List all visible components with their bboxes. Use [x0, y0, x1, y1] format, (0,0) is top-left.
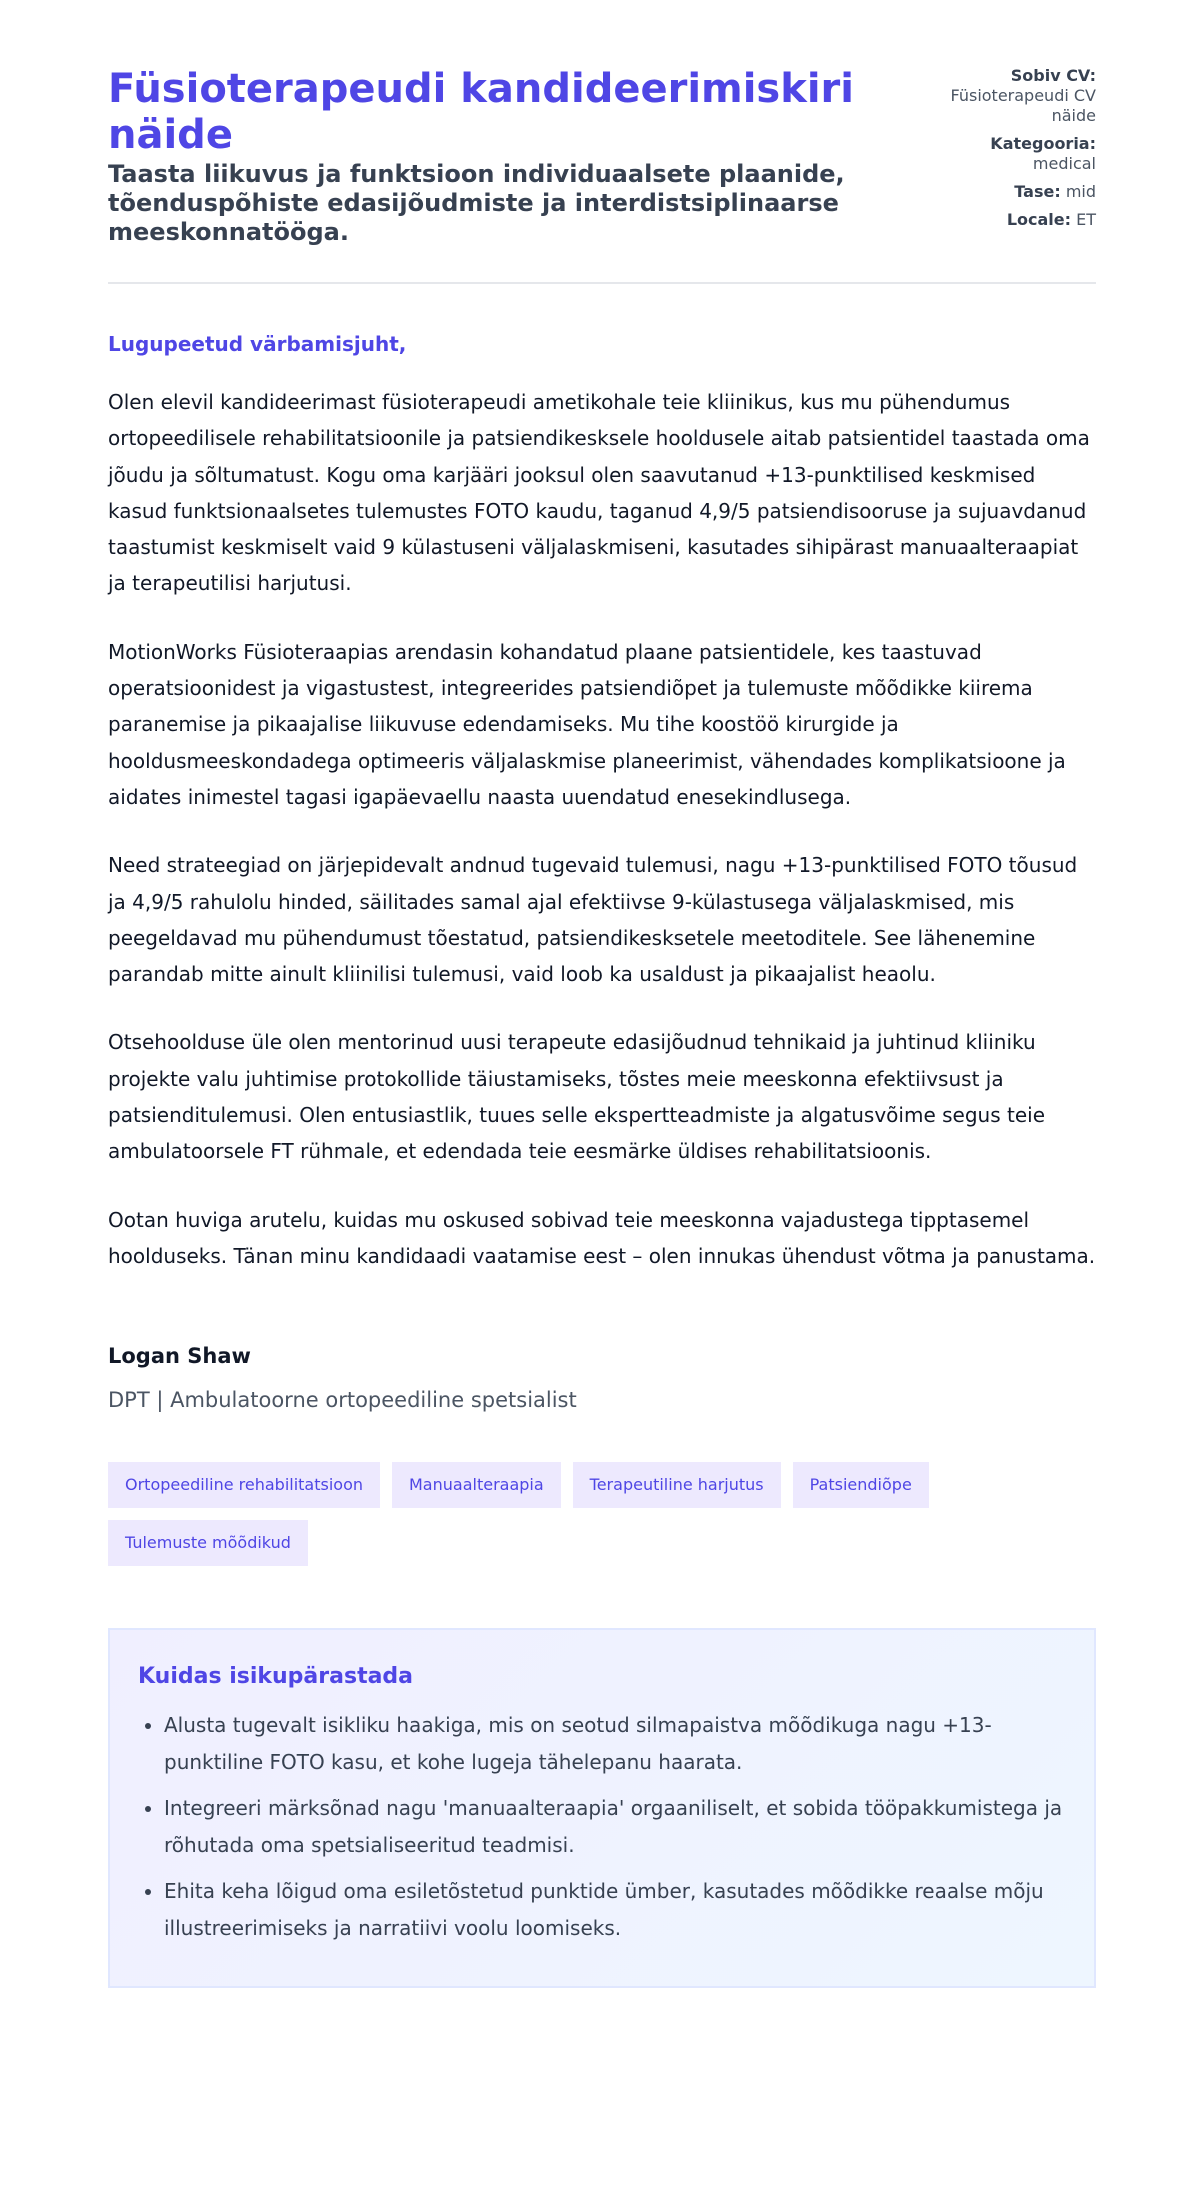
signer-role: DPT | Ambulatoorne ortopeediline spetsialist: [108, 1388, 577, 1413]
paragraph: MotionWorks Füsioteraapias arendasin kohandatud plaane patsientidele, kes taastuvad operatsioonidest ja vigastustest, integreerides patsiendiõpet ja tulemuste mõõdikke kiirema paranemise ja pikaajalise liikuvuse edendamiseks. Mu tihe koostöö kirurgide ja hooldusmeeskondadega optimeeris väljalaskmise planeerimist, vähendades komplikatsioone ja aidates inimestel tagasi igapäevaellu naasta uuendatud enesekindlusega.: [108, 639, 1066, 809]
header: [108, 66, 1096, 247]
cover-letter-page: [108, 66, 1096, 1988]
paragraph: Ootan huviga arutelu, kuidas mu oskused sobivad teie meeskonna vajadustega tipptasemel hoolduseks. Tänan minu kandidaadi vaatamise eest – olen innukas ühendust võtma ja panustama.: [108, 1207, 1096, 1268]
paragraph: Otsehoolduse üle olen mentorinud uusi terapeute edasijõudnud tehnikaid ja juhtinud kliiniku projekte valu juhtimise protokollide täiustamiseks, tõstes meie meeskonna efektiivsust ja patsienditulemusi. Olen entusiastlik, tuues selle ekspertteadmiste ja algatusvõime segus teie ambulatoorsele FT rühmale, et edendada teie eesmärke üldises rehabilitatsioonis.: [108, 1030, 1046, 1164]
meta-category-label: Kategooria:: [990, 134, 1096, 153]
meta-locale-label: Locale:: [1006, 210, 1072, 229]
signature: [108, 1344, 1096, 1412]
signer-name: Logan Shaw: [108, 1344, 251, 1369]
page-subtitle: Taasta liikuvus ja funktsioon individuaalsete plaanide, tõenduspõhiste edasijõudmiste ja interdistsiplinaarse meeskonnatööga.: [108, 160, 845, 246]
title-block: [108, 66, 908, 247]
meta-level-label: Tase:: [1014, 182, 1061, 201]
letter-body: [108, 384, 1096, 1274]
page-title: Füsioterapeudi kandideerimiskiri näide: [108, 66, 854, 158]
meta-cv-link[interactable]: Füsioterapeudi CV näide: [950, 86, 1096, 125]
salutation: Lugupeetud värbamisjuht,: [108, 332, 407, 356]
tip-item: • Alusta tugevalt isikliku haakiga, mis on seotud silmapaistva mõõdikuga nagu +13-punktiline FOTO kasu, et kohe lugeja tähelepanu haarata.: [164, 1707, 1066, 1780]
meta-cv-label: Sobiv CV:: [1010, 66, 1096, 85]
paragraph: Need strateegiad on järjepidevalt andnud tugevaid tulemusi, nagu +13-punktilised FOTO tõusud ja 4,9/5 rahulolu hinded, säilitades samal ajal efektiivse 9-külastusega väljalaskmised, mis peegeldavad mu pühendumust tõestatud, patsiendikesksetele meetoditele. See lähenemine parandab mitte ainult kliinilisi tulemusi, vaid loob ka usaldust ja pikaajalist heaolu.: [108, 853, 1078, 987]
meta-level: [946, 182, 1096, 202]
meta-locale-value: ET: [1076, 210, 1096, 229]
tag[interactable]: Patsiendiõpe: [793, 1462, 929, 1508]
meta-info: [946, 66, 1096, 238]
tips-title: Kuidas isikupärastada: [138, 1664, 414, 1690]
divider: [108, 282, 1096, 284]
meta-category-value: medical: [1032, 154, 1096, 173]
meta-category: [946, 134, 1096, 174]
tag[interactable]: Terapeutiline harjutus: [573, 1462, 781, 1508]
meta-locale: [946, 210, 1096, 230]
paragraph: Olen elevil kandideerimast füsioterapeudi ametikohale teie kliinikus, kus mu pühendumus ortopeedilisele rehabilitatsioonile ja patsiendikesksele hooldusele aitab patsientidel taastada oma jõudu ja sõltumatust. Kogu oma karjääri jooksul olen saavutanud +13-punktilised keskmised kasud funktsionaalsetes tulemustes FOTO kaudu, taganud 4,9/5 patsiendisooruse ja sujuavdanud taastumist keskmiselt vaid 9 külastuseni väljalaskmiseni, kasutades sihipärast manuaalteraapiat ja terapeutilisi harjutusi.: [108, 390, 1090, 596]
tip-item: • Ehita keha lõigud oma esiletõstetud punktide ümber, kasutades mõõdikke reaalse mõju illustreerimiseks ja narratiivi voolu loomiseks.: [164, 1873, 1066, 1946]
tips-box: [108, 1628, 1096, 1988]
meta-cv: [946, 66, 1096, 126]
meta-level-value: mid: [1065, 182, 1096, 201]
tag[interactable]: Tulemuste mõõdikud: [108, 1520, 308, 1566]
tips-list: [138, 1707, 1066, 1946]
tag[interactable]: Manuaalteraapia: [392, 1462, 561, 1508]
tag-list: [108, 1462, 1008, 1566]
tip-item: • Integreeri märksõnad nagu 'manuaalteraapia' orgaaniliselt, et sobida tööpakkumistega ja rõhutada oma spetsialiseeritud teadmisi.: [164, 1790, 1066, 1863]
tag[interactable]: Ortopeediline rehabilitatsioon: [108, 1462, 380, 1508]
